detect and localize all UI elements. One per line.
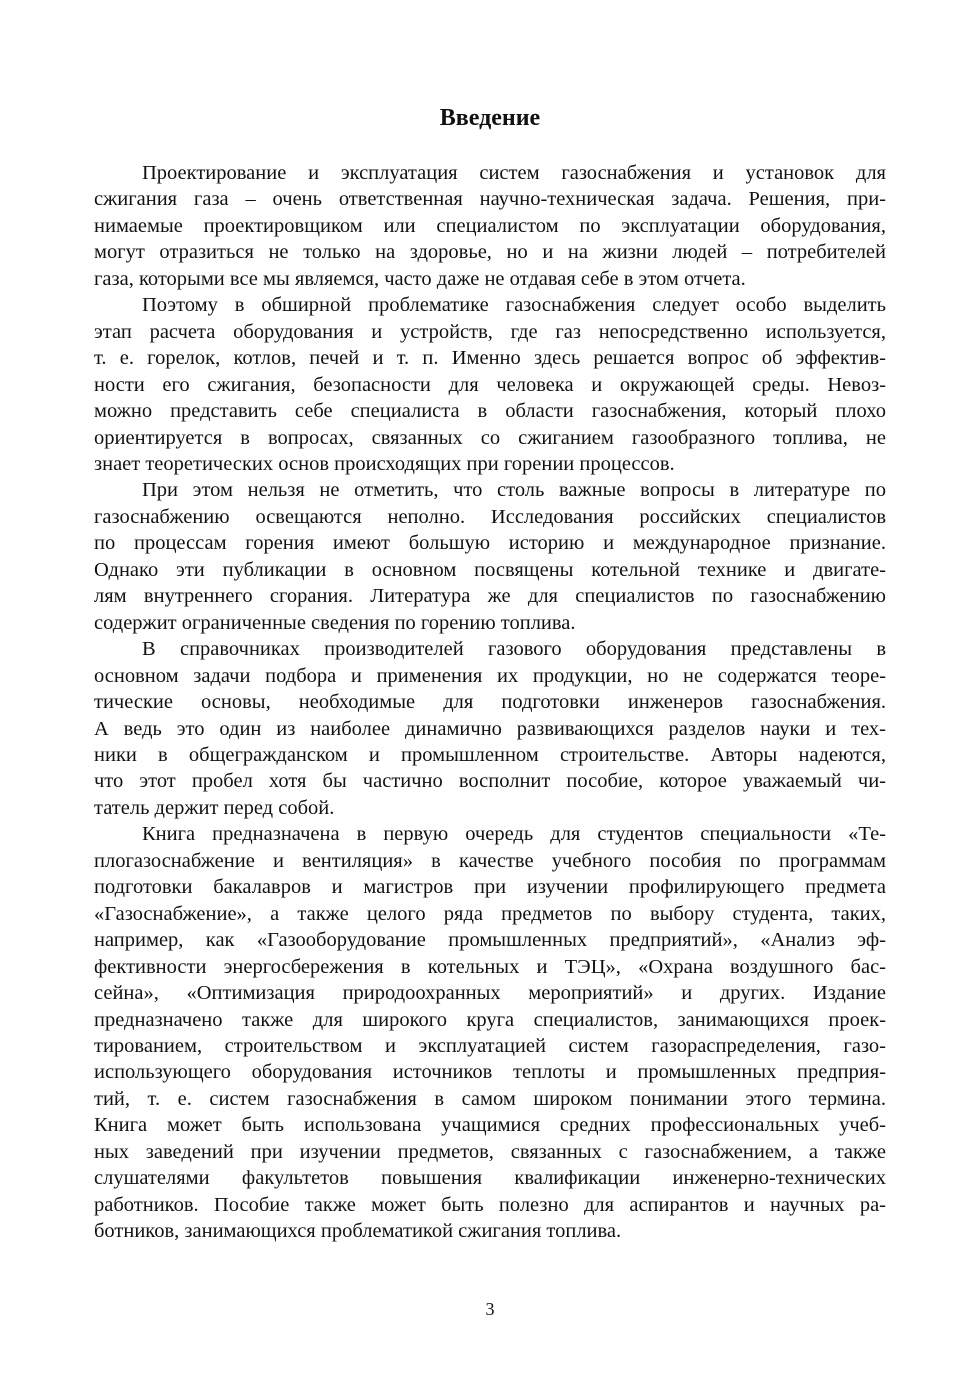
text-line: сжигания газа – очень ответственная научно-техническая задача. Решения, при- bbox=[94, 188, 886, 211]
paragraph-2 bbox=[94, 292, 886, 477]
text-line: газоснабжению освещаются неполно. Исследования российских специалистов bbox=[94, 505, 886, 528]
text-line: лям внутреннего сгорания. Литература же для специалистов по газоснабжению bbox=[94, 585, 886, 608]
text-line: Поэтому в обширной проблематике газоснабжения следует особо выделить bbox=[142, 294, 886, 317]
page-title: Введение bbox=[439, 105, 541, 131]
text-line: сейна», «Оптимизация природоохранных мероприятий» и других. Издание bbox=[94, 982, 886, 1005]
text-line: знает теоретических основ происходящих при горении процессов. bbox=[94, 452, 675, 475]
text-line: В справочниках производителей газового оборудования представлены в bbox=[142, 638, 886, 661]
text-line: этап расчета оборудования и устройств, где газ непосредственно используется, bbox=[94, 320, 886, 343]
text-line: работников. Пособие также может быть полезно для аспирантов и научных ра- bbox=[94, 1193, 886, 1216]
text-line: слушателями факультетов повышения квалификации инженерно-технических bbox=[94, 1167, 886, 1190]
text-line: ориентируется в вопросах, связанных со сжиганием газообразного топлива, не bbox=[94, 426, 886, 449]
page-number: 3 bbox=[485, 1299, 495, 1319]
text-line: «Газоснабжение», а также целого ряда предметов по выбору студента, таких, bbox=[94, 902, 886, 925]
text-line: тий, т. е. систем газоснабжения в самом широком понимании этого термина. bbox=[94, 1087, 886, 1110]
text-line: могут отразиться не только на здоровье, но и на жизни людей – потребителей bbox=[94, 241, 886, 264]
text-line: ности его сжигания, безопасности для человека и окружающей среды. Невоз- bbox=[94, 373, 886, 396]
text-line: Проектирование и эксплуатация систем газоснабжения и установок для bbox=[142, 162, 886, 184]
text-line: татель держит перед собой. bbox=[94, 796, 335, 819]
text-line: плогазоснабжение и вентиляция» в качестве учебного пособия по программам bbox=[94, 849, 886, 872]
text-line: газа, которыми все мы являемся, часто даже не отдавая себе в этом отчета. bbox=[94, 267, 746, 290]
text-line: ники в общегражданском и промышленном строительстве. Авторы надеются, bbox=[94, 743, 886, 766]
text-line: основном задачи подбора и применения их продукции, но не содержатся теоре- bbox=[94, 664, 886, 687]
text-line: можно представить себе специалиста в области газоснабжения, который плохо bbox=[94, 400, 886, 423]
paragraph-5 bbox=[94, 821, 886, 1244]
text-line: по процессам горения имеют большую историю и международное признание. bbox=[94, 532, 886, 555]
text-line: что этот пробел хотя бы частично восполнит пособие, которое уважаемый чи- bbox=[94, 770, 886, 793]
text-line: содержит ограниченные сведения по горению топлива. bbox=[94, 611, 576, 634]
text-line: Книга может быть использована учащимися средних профессиональных учеб- bbox=[94, 1114, 886, 1137]
text-line: нимаемые проектировщиком или специалистом по эксплуатации оборудования, bbox=[94, 214, 886, 237]
text-line: подготовки бакалавров и магистров при изучении профилирующего предмета bbox=[94, 876, 886, 899]
text-line: например, как «Газооборудование промышленных предприятий», «Анализ эф- bbox=[94, 929, 886, 952]
paragraph-3 bbox=[94, 477, 886, 636]
text-line: ботников, занимающихся проблематикой сжигания топлива. bbox=[94, 1220, 622, 1243]
text-line: При этом нельзя не отметить, что столь важные вопросы в литературе по bbox=[142, 479, 886, 502]
text-line: тические основы, необходимые для подготовки инженеров газоснабжения. bbox=[94, 691, 886, 714]
text-line: ных заведений при изучении предметов, связанных с газоснабжением, а также bbox=[94, 1140, 886, 1163]
text-line: Книга предназначена в первую очередь для студентов специальности «Те- bbox=[142, 823, 886, 846]
text-line: Однако эти публикации в основном посвящены котельной технике и двигате- bbox=[94, 558, 886, 581]
text-line: использующего оборудования источников теплоты и промышленных предприя- bbox=[94, 1061, 886, 1084]
text-line: т. е. горелок, котлов, печей и т. п. Именно здесь решается вопрос об эффектив- bbox=[94, 347, 886, 370]
text-line: предназначено также для широкого круга специалистов, занимающихся проек- bbox=[94, 1008, 886, 1031]
text-line: тированием, строительством и эксплуатацией систем газораспределения, газо- bbox=[94, 1034, 886, 1057]
body-text bbox=[94, 160, 886, 1245]
text-line: А ведь это один из наиболее динамично развивающихся разделов науки и тех- bbox=[94, 717, 886, 740]
text-line: фективности энергосбережения в котельных и ТЭЦ», «Охрана воздушного бас- bbox=[94, 955, 886, 978]
paragraph-1 bbox=[94, 160, 886, 292]
paragraph-4 bbox=[94, 636, 886, 821]
